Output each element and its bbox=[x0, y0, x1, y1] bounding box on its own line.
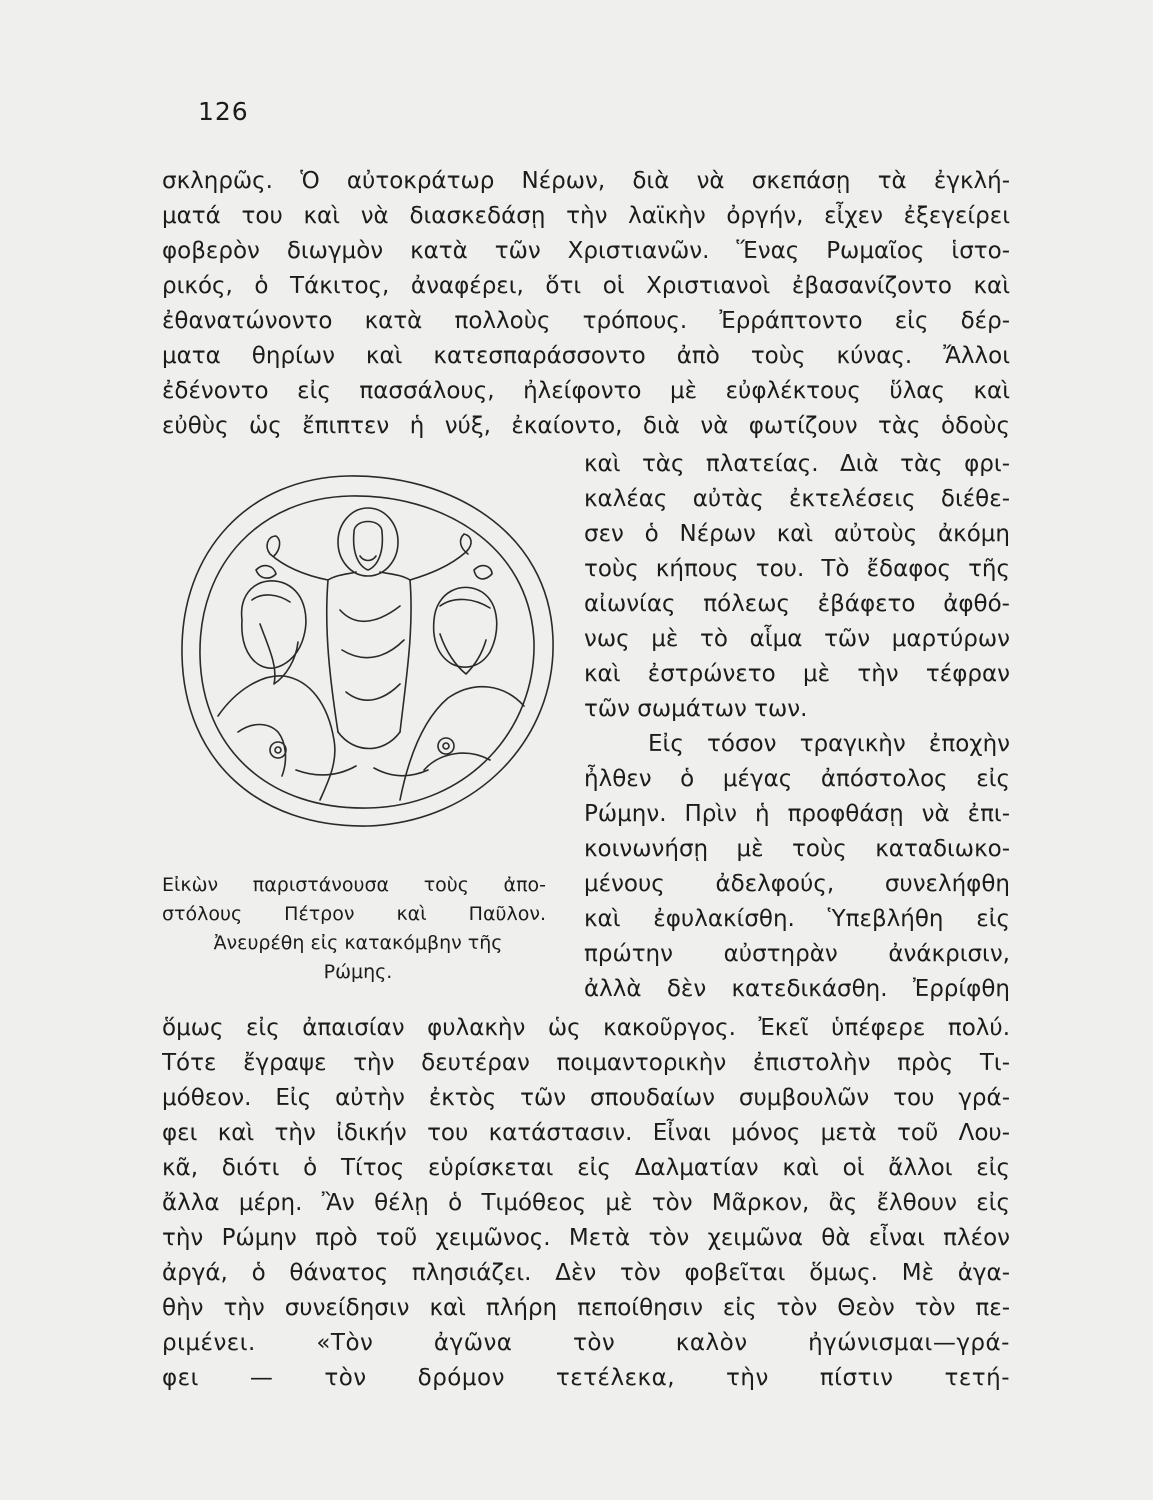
text-line: μένους ἀδελφούς, συνελήφθη bbox=[584, 871, 1010, 897]
text-line: τοὺς κήπους του. Τὸ ἔδαφος τῆς bbox=[584, 556, 1010, 582]
text-line: σεν ὁ Νέρων καὶ αὐτοὺς ἀκόμη bbox=[584, 521, 1010, 547]
text-line: φει καὶ τὴν ἰδικήν του κατάστασιν. Εἶναι μόνος μετὰ τοῦ Λου- bbox=[162, 1120, 1010, 1146]
text-line: μόθεον. Εἰς αὐτὴν ἐκτὸς τῶν σπουδαίων συμβουλῶν του γρά- bbox=[162, 1085, 1010, 1111]
text-line: πρώτην αὐστηρὰν ἀνάκρισιν, bbox=[584, 941, 1010, 967]
text-line: Ρώμην. Πρὶν ἡ προφθάσῃ νὰ ἐπι- bbox=[584, 801, 1010, 827]
text-line: ριμένει. «Τὸν ἀγῶνα τὸν καλὸν ἠγώνισμαι—γρά- bbox=[162, 1330, 1010, 1356]
text-line: ματα θηρίων καὶ κατεσπαράσσοντο ἀπὸ τοὺς κύνας. Ἄλλοι bbox=[162, 343, 1010, 369]
text-line: ματά του καὶ νὰ διασκεδάσῃ τὴν λαϊκὴν ὀργήν, εἶχεν ἐξεγείρει bbox=[162, 203, 1010, 229]
page-number: 126 bbox=[198, 97, 249, 126]
text-line: ἐδένοντο εἰς πασσάλους, ἠλείφοντο μὲ εὐφλέκτους ὕλας καὶ bbox=[162, 378, 1010, 404]
text-line: κᾶ, διότι ὁ Τίτος εὑρίσκεται εἰς Δαλματίαν καὶ οἱ ἄλλοι εἰς bbox=[162, 1155, 1010, 1181]
text-line: Τότε ἔγραψε τὴν δευτέραν ποιμαντορικὴν ἐπιστολὴν πρὸς Τι- bbox=[162, 1050, 1010, 1076]
text-line: σκληρῶς. Ὁ αὐτοκράτωρ Νέρων, διὰ νὰ σκεπάσῃ τὰ ἐγκλή- bbox=[162, 168, 1010, 194]
text-line: ἦλθεν ὁ μέγας ἀπόστολος εἰς bbox=[584, 766, 1010, 792]
text-line: ἀλλὰ δὲν κατεδικάσθη. Ἐρρίφθη bbox=[584, 976, 1010, 1002]
text-line: ἄλλα μέρη. Ἂν θέλῃ ὁ Τιμόθεος μὲ τὸν Μᾶρκον, ἂς ἔλθουν εἰς bbox=[162, 1190, 1010, 1216]
text-line: νως μὲ τὸ αἷμα τῶν μαρτύρων bbox=[584, 626, 1010, 652]
text-line: θὴν τὴν συνείδησιν καὶ πλήρη πεποίθησιν εἰς τὸν Θεὸν τὸν πε- bbox=[162, 1295, 1010, 1321]
caption-line: στόλους Πέτρον καὶ Παῦλον. bbox=[162, 903, 546, 925]
text-line: φει — τὸν δρόμον τετέλεκα, τὴν πίστιν τετή- bbox=[162, 1365, 1010, 1391]
text-line: φοβερὸν διωγμὸν κατὰ τῶν Χριστιανῶν. Ἕνας Ρωμαῖος ἱστο- bbox=[162, 238, 1010, 264]
caption-line: Εἰκὼν παριστάνουσα τοὺς ἀπο- bbox=[162, 874, 546, 896]
text-line: ρικός, ὁ Τάκιτος, ἀναφέρει, ὅτι οἱ Χριστιανοὶ ἐβασανίζοντο καὶ bbox=[162, 273, 1010, 299]
text-line: εὐθὺς ὡς ἔπιπτεν ἡ νύξ, ἐκαίοντο, διὰ νὰ φωτίζουν τὰς ὁδοὺς bbox=[162, 413, 1010, 439]
caption-line: Ἀνευρέθη εἰς κατακόμβην τῆς bbox=[213, 932, 503, 954]
text-line: ἐθανατώνοντο κατὰ πολλοὺς τρόπους. Ἐρράπτοντο εἰς δέρ- bbox=[162, 308, 1010, 334]
text-line: ὅμως εἰς ἀπαισίαν φυλακὴν ὡς κακοῦργος. Ἐκεῖ ὑπέφερε πολύ. bbox=[162, 1015, 1010, 1041]
caption-line: Ρώμης. bbox=[323, 961, 393, 983]
apostles-medallion-illustration bbox=[178, 470, 556, 830]
text-line: καὶ ἐστρώνετο μὲ τὴν τέφραν bbox=[584, 661, 1010, 687]
text-line: ἀργά, ὁ θάνατος πλησιάζει. Δὲν τὸν φοβεῖται ὅμως. Μὲ ἀγα- bbox=[162, 1260, 1010, 1286]
text-line: κοινωνήσῃ μὲ τοὺς καταδιωκο- bbox=[584, 836, 1010, 862]
text-line: Εἰς τόσον τραγικὴν ἐποχὴν bbox=[648, 731, 1010, 757]
text-line: τῶν σωμάτων των. bbox=[584, 696, 808, 722]
text-line: καλέας αὐτὰς ἐκτελέσεις διέθε- bbox=[584, 486, 1010, 512]
text-line: καὶ ἐφυλακίσθη. Ὑπεβλήθη εἰς bbox=[584, 906, 1010, 932]
text-line: αἰωνίας πόλεως ἐβάφετο ἀφθό- bbox=[584, 591, 1010, 617]
text-line: καὶ τὰς πλατείας. Διὰ τὰς φρι- bbox=[584, 451, 1010, 477]
text-line: τὴν Ρώμην πρὸ τοῦ χειμῶνος. Μετὰ τὸν χειμῶνα θὰ εἶναι πλέον bbox=[162, 1225, 1010, 1251]
